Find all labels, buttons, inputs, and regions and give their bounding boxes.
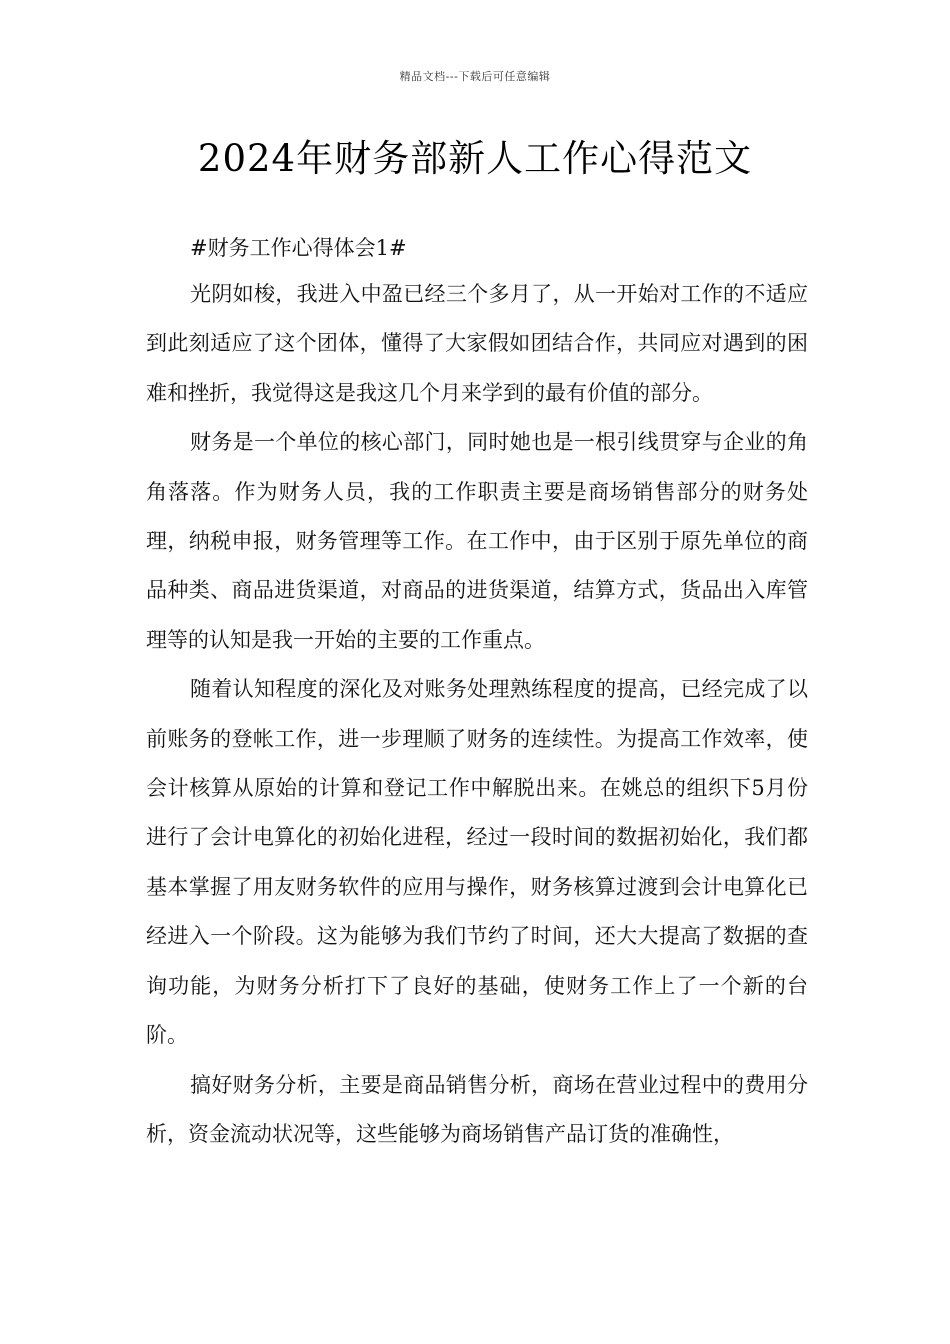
- paragraph-4: 搞好财务分析，主要是商品销售分析，商场在营业过程中的费用分析，资金流动状况等，这些能够为商场销售产品订货的准确性，: [146, 1072, 808, 1146]
- document-body: [146, 230, 808, 1159]
- paragraph-2: 财务是一个单位的核心部门，同时她也是一根引线贯穿与企业的角角落落。作为财务人员，我的工作职责主要是商场销售部分的财务处理，纳税申报，财务管理等工作。在工作中，由于区别于原先单位的商品种类、商品进货渠道，对商品的进货渠道，结算方式，货品出入库管理等的认知是我一开始的主要的工作重点。: [146, 430, 808, 652]
- paragraph-1: 光阴如梭，我进入中盈已经三个多月了，从一开始对工作的不适应到此刻适应了这个团体，懂得了大家假如团结合作，共同应对遇到的困难和挫折，我觉得这是我这几个月来学到的最有价值的部分。: [146, 282, 808, 405]
- document-title: 2024年财务部新人工作心得范文: [197, 137, 753, 180]
- paragraph-3: 随着认知程度的深化及对账务处理熟练程度的提高，已经完成了以前账务的登帐工作，进一步理顺了财务的连续性。为提高工作效率，使会计核算从原始的计算和登记工作中解脱出来。在姚总的组织下5月份进行了会计电算化的初始化进程，经过一段时间的数据初始化，我们都基本掌握了用友财务软件的应用与操作，财务核算过渡到会计电算化已经进入一个阶段。这为能够为我们节约了时间，还大大提高了数据的查询功能，为财务分析打下了良好的基础，使财务工作上了一个新的台阶。: [146, 677, 808, 1048]
- header-note: 精品文档---下载后可任意编辑: [399, 70, 551, 83]
- section-heading: #财务工作心得体会1#: [190, 236, 407, 260]
